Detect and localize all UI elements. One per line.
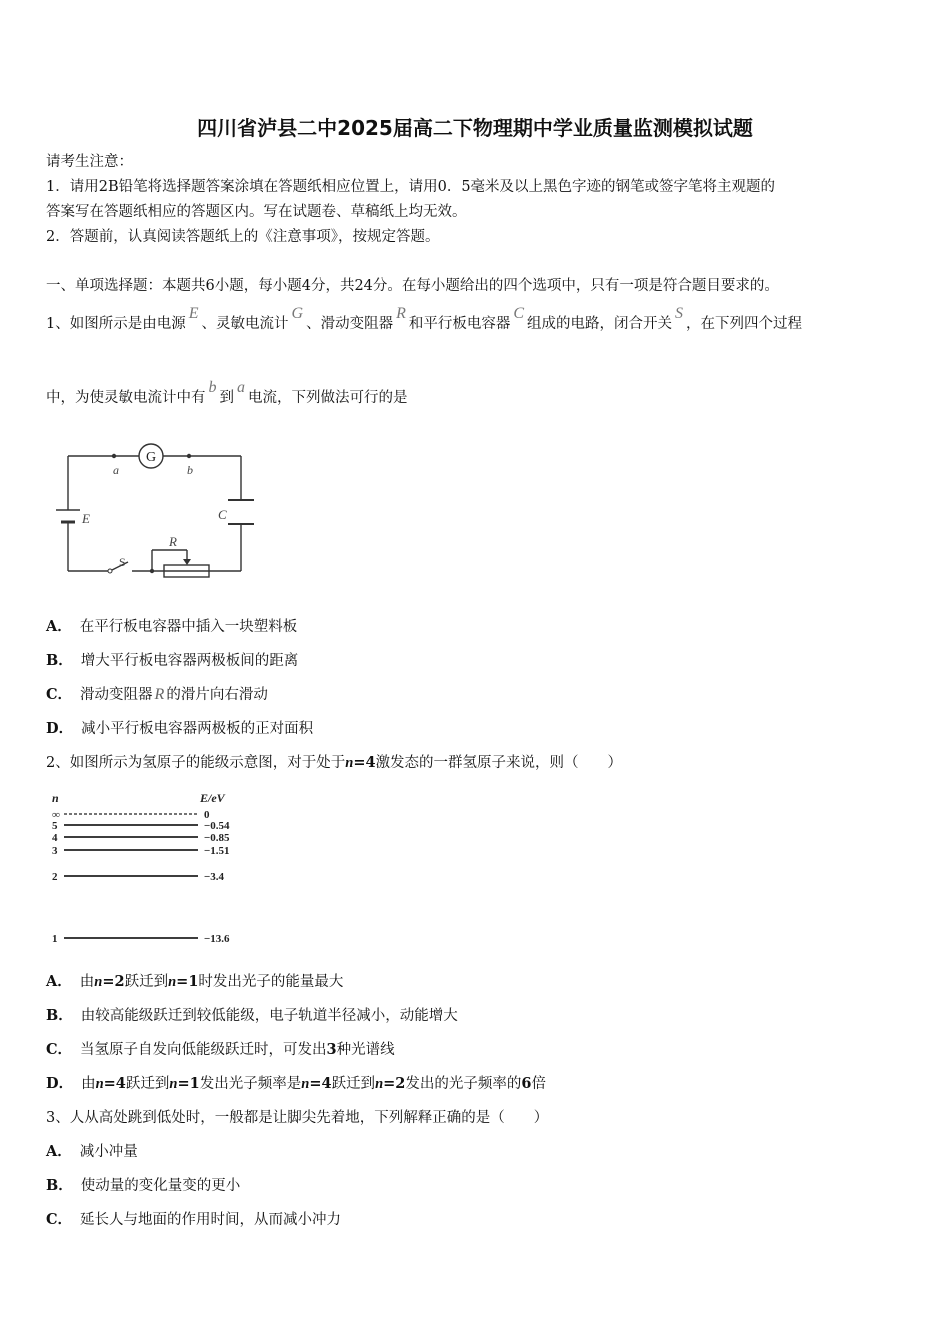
option-text: 倍 [531,1076,546,1092]
option-text: 当氢原子自发向低能级跃迁时，可发出 [80,1042,327,1058]
number-text: =4 [309,1075,332,1092]
q1-stem-line-2: 中，为使灵敏电流计中有b到a电流，下列做法可行的是 [46,379,408,406]
number-text: =1 [176,973,199,990]
q1-option-b[interactable]: B． 增大平行板电容器两极板间的距离 [46,652,299,669]
point-a-label: a [113,463,119,477]
option-text: 跃迁到 [331,1076,376,1092]
option-text: 由 [81,1076,96,1092]
q2-option-a[interactable] [46,972,343,992]
option-label: B． [46,1007,73,1024]
q2-option-d[interactable] [46,1074,546,1094]
energy-level-e-2: −0.85 [204,832,230,844]
galvanometer-label: G [145,450,157,465]
energy-level-n-4: 2 [52,871,58,883]
switch-label: S [119,555,126,569]
variable-n: n [375,1076,384,1092]
option-text: 由较高能级跃迁到较低能级，电子轨道半径减小，动能增大 [80,1008,458,1024]
point-b-label: b [187,463,193,477]
q3-option-c[interactable]: C． 延长人与地面的作用时间，从而减小冲力 [46,1211,342,1228]
energy-level-n-0: ∞ [52,809,60,821]
notice-item-2: 2．答题前，认真阅读答题纸上的《注意事项》，按规定答题。 [46,229,440,245]
n-axis-label: n [52,791,59,805]
variable-n: n [301,1076,310,1092]
variable-n: n [95,1076,104,1092]
variable-n: n [168,974,177,990]
number-text: =2 [102,973,125,990]
q2-option-b[interactable] [46,1006,458,1026]
section-1-heading: 一、单项选择题：本题共6小题，每小题4分，共24分。在每小题给出的四个选项中，只有一项是符合题目要求的。 [46,278,779,294]
source-label: E [82,511,90,526]
circuit-diagram [48,438,263,590]
q3-option-a[interactable]: A． 减小冲量 [46,1143,138,1160]
notice-item-1b: 答案写在答题纸相应的答题区内。写在试题卷、草稿纸上均无效。 [46,204,467,220]
number-text: =2 [383,1075,406,1092]
option-text: 由 [79,974,95,990]
energy-level-n-5: 1 [52,933,58,945]
energy-axis-label: E/eV [200,791,225,805]
q1-option-c[interactable]: C． 滑动变阻器 R 的滑片向右滑动 [46,686,268,703]
energy-level-e-0: 0 [204,809,210,821]
rheostat-slider-arrow [183,559,191,565]
energy-level-e-1: −0.54 [204,820,230,832]
option-text: 跃迁到 [125,1076,170,1092]
variable-n: n [94,974,103,990]
q1-stem-line-1: 1、如图所示是由电源E、灵敏电流计G、滑动变阻器R和平行板电容器C组成的电路，闭合开关S，在下列四个过程 [46,305,803,332]
energy-level-diagram [48,788,248,948]
resistor-label: R [169,534,177,549]
energy-level-e-3: −1.51 [204,845,230,857]
variable-n: n [169,1076,178,1092]
notice-heading: 请考生注意： [46,154,133,170]
q2-option-c[interactable] [46,1040,395,1060]
capacitor-label: C [218,507,227,522]
q1-option-d[interactable]: D． 减小平行板电容器两极板的正对面积 [46,720,314,737]
q3-option-b[interactable]: B． 使动量的变化量变的更小 [46,1177,241,1194]
notice-item-1a: 1．请用2B铅笔将选择题答案涂填在答题纸相应位置上，请用0．5毫米及以上黑色字迹的钢笔或签字笔将主观题的 [46,179,776,195]
q3-stem: 3、人从高处跳到低处时，一般都是让脚尖先着地，下列解释正确的是（ ） [46,1110,549,1126]
option-text: 发出光子频率是 [199,1076,302,1092]
q1-option-a[interactable]: A． 在平行板电容器中插入一块塑料板 [46,618,298,635]
option-text: 种光谱线 [336,1042,395,1058]
option-label: D． [46,1075,74,1092]
option-label: A． [46,973,72,990]
option-text: 时发出光子的能量最大 [198,974,344,990]
option-label: C． [46,1041,73,1058]
number-text: =4 [103,1075,126,1092]
energy-level-e-5: −13.6 [204,933,230,945]
energy-level-n-1: 5 [52,820,58,832]
number-text: =1 [177,1075,200,1092]
q2-stem: 2、如图所示为氢原子的能级示意图，对于处于n=4激发态的一群氢原子来说，则（ ） [46,754,623,771]
number-text: 6 [521,1075,532,1092]
option-text: 发出的光子频率的 [405,1076,522,1092]
option-text: 跃迁到 [124,974,169,990]
energy-level-n-2: 4 [52,832,58,844]
energy-level-e-4: −3.4 [204,871,225,883]
exam-title: 四川省泸县二中2025届高二下物理期中学业质量监测模拟试题 [197,116,753,140]
energy-level-n-3: 3 [52,845,58,857]
number-text: 3 [326,1041,337,1058]
